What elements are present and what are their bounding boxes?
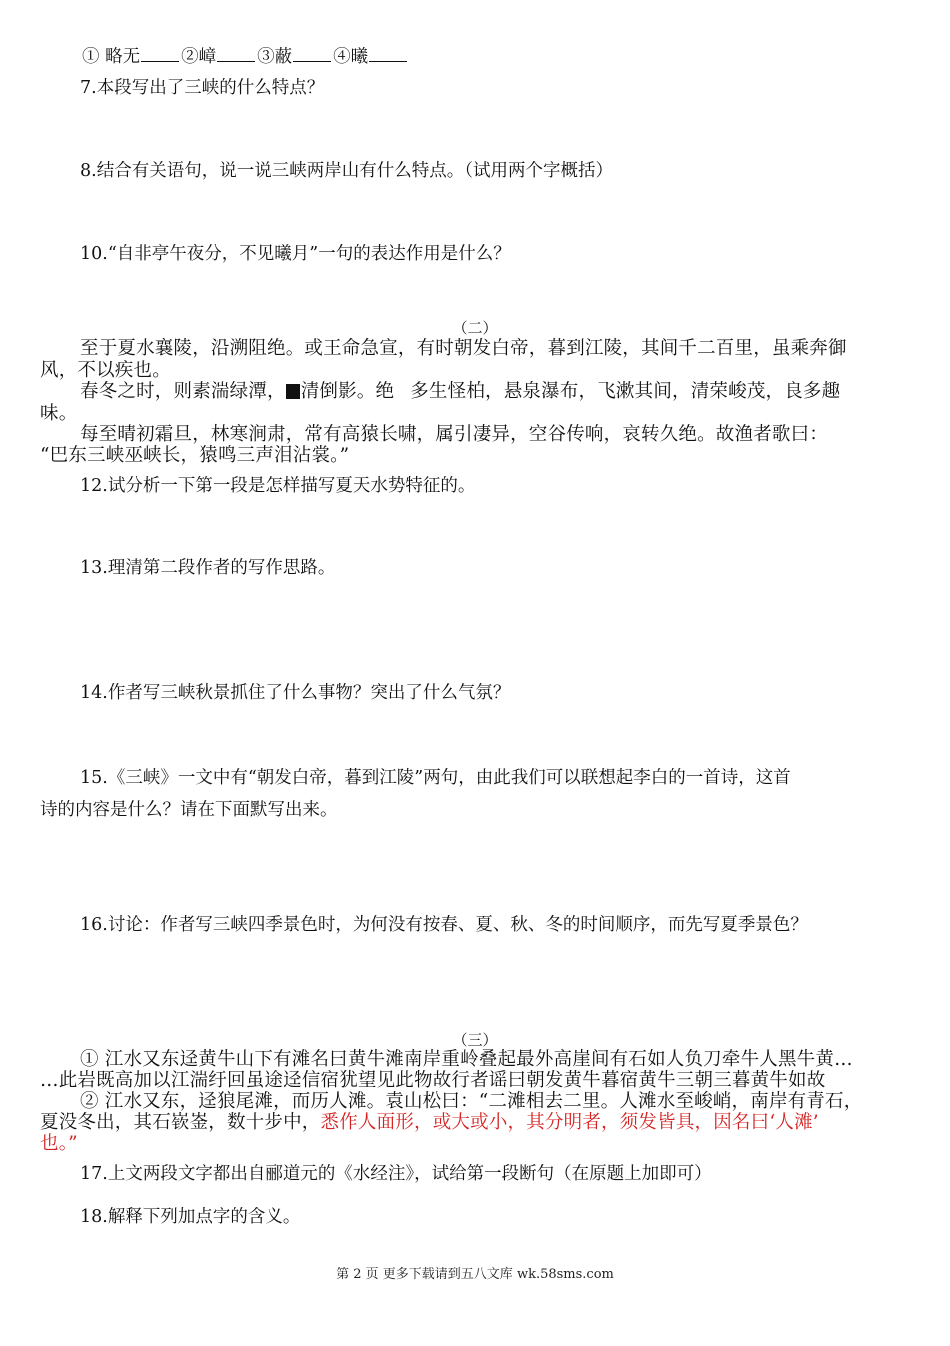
q6-item-3: ③蔽 bbox=[257, 47, 293, 67]
section-3-p2-line3: 也。” bbox=[40, 1133, 78, 1154]
section-3-p2-highlight: 悉作人面形，或大或小，其分明者，须发皆具，因名曰‘人滩’ bbox=[320, 1112, 819, 1133]
section-2-p2-line1 bbox=[80, 381, 840, 403]
section-2-p2-part1: 春冬之时，则素湍绿潭， bbox=[80, 381, 286, 402]
section-3-p2-line2 bbox=[40, 1112, 819, 1134]
section-2-heading: （二） bbox=[452, 319, 498, 337]
q6-item-2: ②嶂 bbox=[181, 47, 217, 67]
question-13: 13.理清第二段作者的写作思路。 bbox=[80, 558, 336, 578]
question-15-line1: 15.《三峡》一文中有“朝发白帝，暮到江陵”两句，由此我们可以联想起李白的一首诗，这首 bbox=[80, 768, 791, 788]
question-16: 16.讨论：作者写三峡四季景色时，为何没有按春、夏、秋、冬的时间顺序，而先写夏季景色？ bbox=[80, 915, 808, 935]
section-3-p1-line1: ① 江水又东迳黄牛山下有滩名曰黄牛滩南岸重岭叠起最外高崖间有石如人负刀牵牛人黑牛黄… bbox=[80, 1049, 853, 1070]
question-14: 14.作者写三峡秋景抓住了什么事物？突出了什么气氛？ bbox=[80, 683, 511, 703]
question-7: 7.本段写出了三峡的什么特点？ bbox=[80, 78, 325, 98]
question-8: 8.结合有关语句，说一说三峡两岸山有什么特点。（试用两个字概括） bbox=[80, 161, 613, 181]
section-3-p1-line2: …此岩既高加以江湍纡回虽途迳信宿犹望见此物故行者谣曰朝发黄牛暮宿黄牛三朝三暮黄牛如故 bbox=[40, 1070, 826, 1091]
question-10: 10.“自非亭午夜分，不见曦月”一句的表达作用是什么？ bbox=[80, 244, 511, 264]
question-12: 12.试分析一下第一段是怎样描写夏天水势特征的。 bbox=[80, 476, 476, 496]
section-3-p2-line1: ② 江水又东，迳狼尾滩，而历人滩。袁山松曰：“二滩相去二里。人滩水至峻峭，南岸有青石， bbox=[80, 1091, 863, 1112]
answer-blank-2[interactable] bbox=[217, 44, 255, 62]
missing-glyph-box bbox=[286, 384, 300, 399]
section-2-p2-part2: 清倒影。绝 bbox=[300, 381, 395, 402]
section-3-p2-plain: 夏没冬出，其石嵚崟，数十步中， bbox=[40, 1112, 321, 1133]
answer-blank-4[interactable] bbox=[369, 44, 407, 62]
section-2-p3-line2: “巴东三峡巫峡长，猿鸣三声泪沾裳。” bbox=[40, 445, 350, 466]
section-2-p2-line2: 味。 bbox=[40, 403, 78, 424]
section-2-p2-part3: 多生怪柏，悬泉瀑布，飞漱其间，清荣峻茂，良多趣 bbox=[410, 381, 841, 402]
section-3-heading: （三） bbox=[452, 1031, 498, 1049]
question-18: 18.解释下列加点字的含义。 bbox=[80, 1207, 301, 1227]
q6-item-4: ④曦 bbox=[333, 47, 369, 67]
section-2-p1-line2: 风，不以疾也。 bbox=[40, 360, 171, 381]
answer-blank-3[interactable] bbox=[293, 44, 331, 62]
section-2-p1-line1: 至于夏水襄陵，沿溯阻绝。或王命急宣，有时朝发白帝，暮到江陵，其间千二百里，虽乘奔御 bbox=[80, 338, 847, 359]
question-15-line2: 诗的内容是什么？请在下面默写出来。 bbox=[40, 800, 338, 820]
section-2-p3-line1: 每至晴初霜旦，林寒涧肃，常有高猿长啸，属引凄异，空谷传响，哀转久绝。故渔者歌曰： bbox=[80, 424, 829, 445]
page-footer: 第 2 页 更多下载请到五八文库 wk.58sms.com bbox=[336, 1267, 614, 1282]
q6-blanks-line bbox=[82, 44, 409, 68]
q6-item-1: ① 略无 bbox=[82, 47, 141, 67]
answer-blank-1[interactable] bbox=[141, 44, 179, 62]
question-17: 17.上文两段文字都出自郦道元的《水经注》，试给第一段断句（在原题上加即可） bbox=[80, 1164, 712, 1184]
